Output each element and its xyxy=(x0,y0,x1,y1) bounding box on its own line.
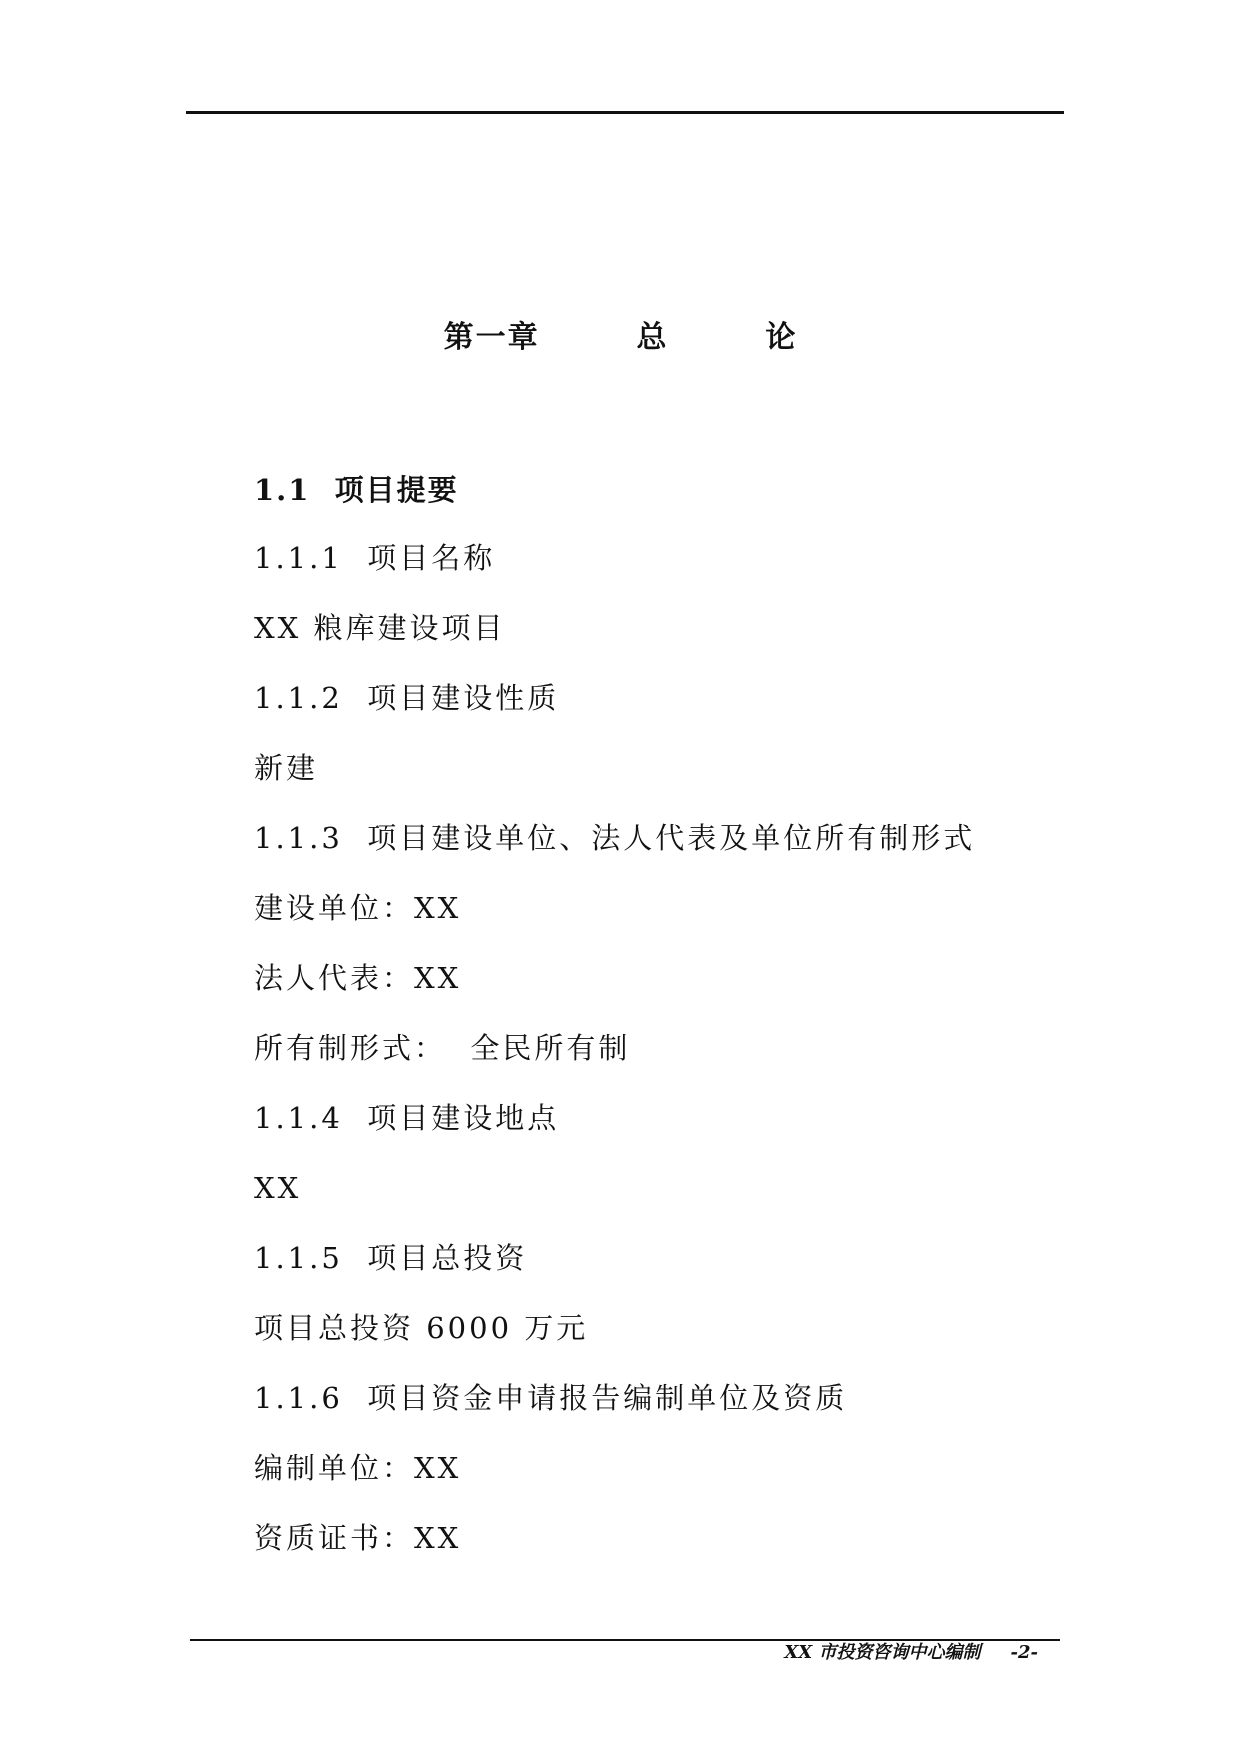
subsection-heading-preparer: 1.1.6 项目资金申请报告编制单位及资质 xyxy=(254,1381,848,1415)
page-number: -2- xyxy=(1010,1642,1038,1663)
investment-value: 项目总投资 6000 万元 xyxy=(254,1311,589,1345)
legal-representative-line: 法人代表：XX xyxy=(254,961,462,995)
nature-value: 新建 xyxy=(254,751,319,785)
footer-publisher: XX 市投资咨询中心编制 xyxy=(784,1642,981,1663)
section-heading: 1.1 项目提要 xyxy=(254,473,459,507)
subsection-heading-nature: 1.1.2 项目建设性质 xyxy=(254,681,560,715)
document-body xyxy=(254,455,1034,1573)
location-value: XX xyxy=(254,1171,302,1205)
construction-unit-line: 建设单位：XX xyxy=(254,891,462,925)
ownership-form-line: 所有制形式： 全民所有制 xyxy=(254,1031,631,1065)
page-footer xyxy=(784,1641,1038,1665)
chapter-title: 第一章 总 论 xyxy=(443,320,798,355)
qualification-certificate-line: 资质证书：XX xyxy=(254,1521,462,1555)
project-name-value: XX 粮库建设项目 xyxy=(254,611,506,645)
subsection-heading-unit: 1.1.3 项目建设单位、法人代表及单位所有制形式 xyxy=(254,821,976,855)
subsection-heading-location: 1.1.4 项目建设地点 xyxy=(254,1101,560,1135)
header-rule xyxy=(186,111,1064,114)
subsection-heading-investment: 1.1.5 项目总投资 xyxy=(254,1241,528,1275)
preparer-unit-line: 编制单位：XX xyxy=(254,1451,462,1485)
subsection-heading-project-name: 1.1.1 项目名称 xyxy=(254,541,496,575)
